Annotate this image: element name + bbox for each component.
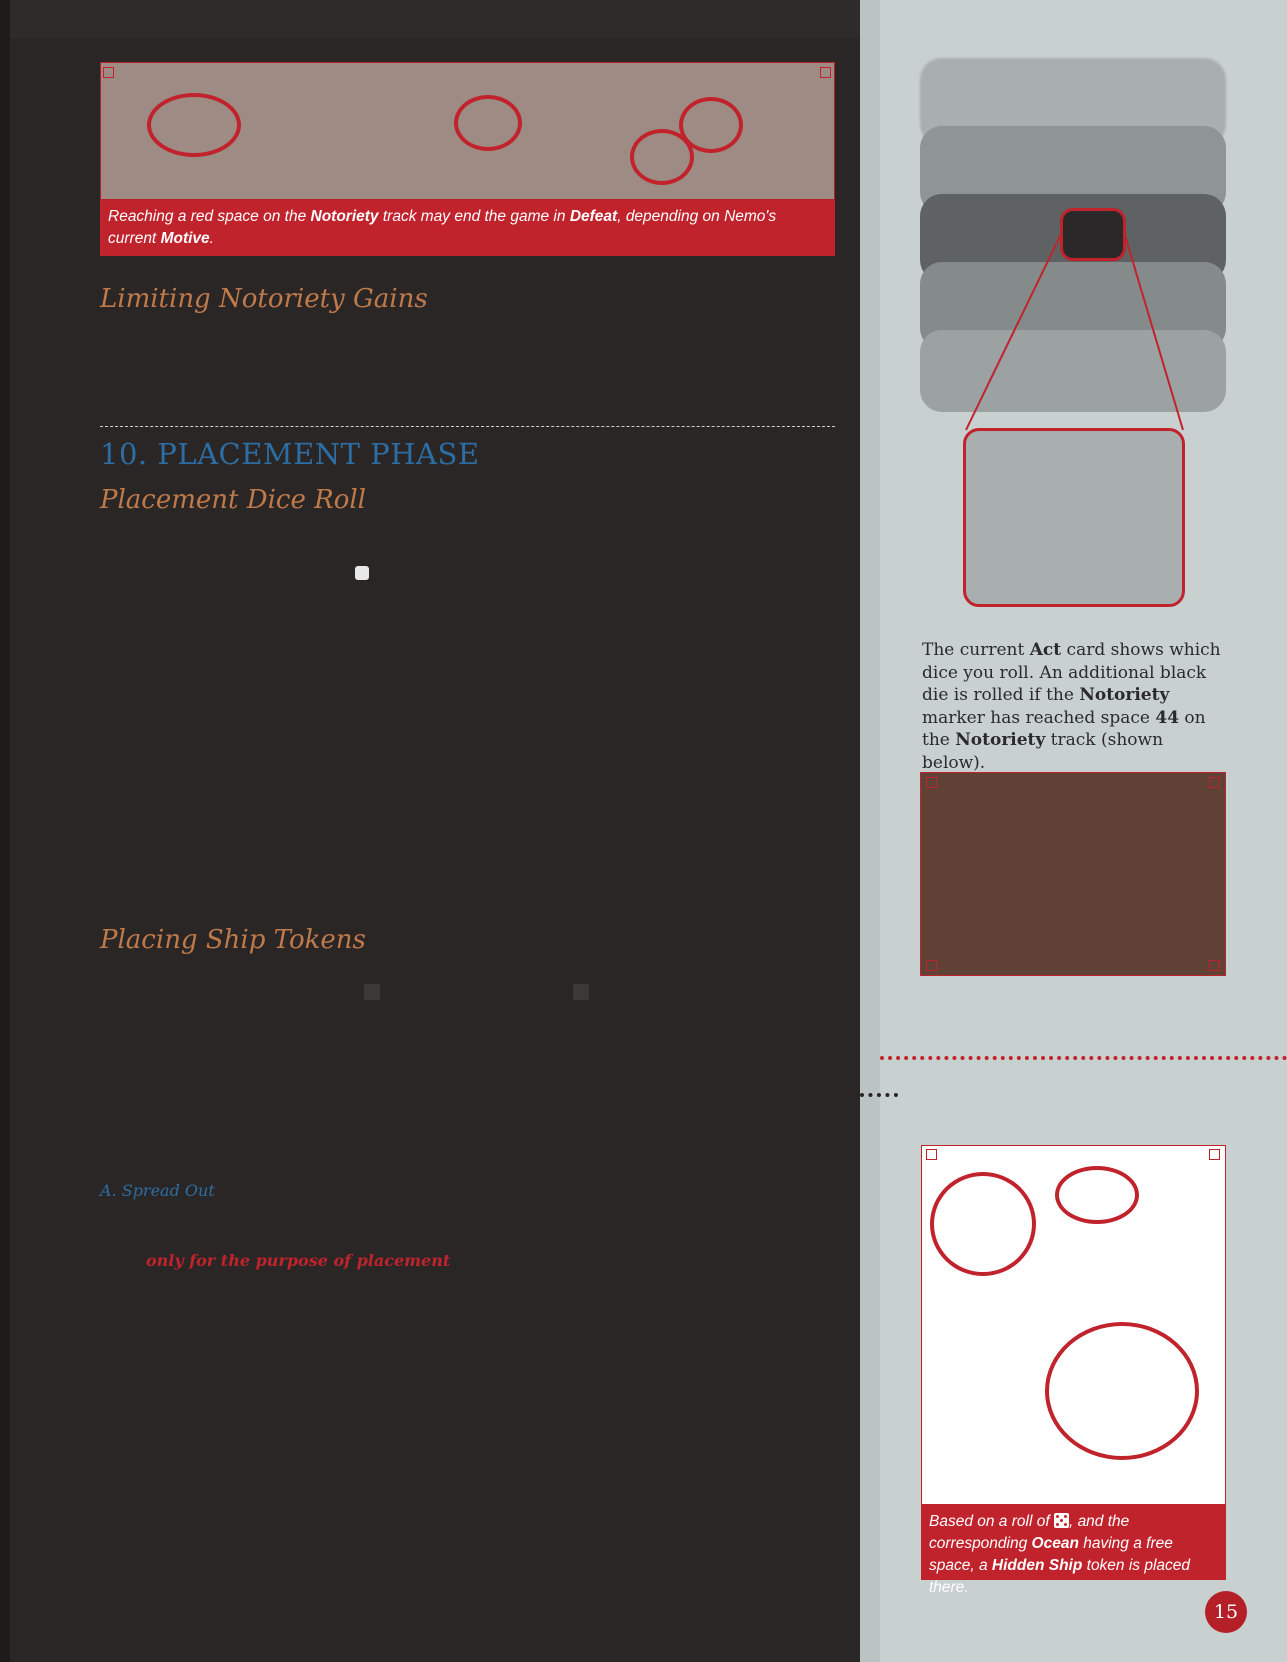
spread-out-subheading: A. Spread Out bbox=[100, 1181, 215, 1200]
placement-phase-heading: 10. PLACEMENT PHASE bbox=[100, 437, 480, 471]
placement-dice-roll-heading: Placement Dice Roll bbox=[100, 485, 366, 515]
frame-corner bbox=[1209, 1149, 1220, 1160]
highlight-circle bbox=[930, 1172, 1036, 1276]
dotted-connector bbox=[843, 1093, 898, 1097]
act-card-dice-zoom bbox=[963, 428, 1185, 607]
placement-emphasis-text: only for the purpose of placement bbox=[146, 1251, 451, 1270]
highlight-circle bbox=[1055, 1166, 1139, 1224]
highlight-circle bbox=[1045, 1322, 1199, 1460]
dotted-connector bbox=[880, 1056, 1287, 1060]
frame-corner bbox=[1209, 777, 1220, 788]
limiting-notoriety-heading: Limiting Notoriety Gains bbox=[100, 284, 428, 314]
frame-corner bbox=[926, 960, 937, 971]
frame-corner bbox=[1209, 960, 1220, 971]
frame-corner bbox=[926, 1149, 937, 1160]
placing-ship-tokens-heading: Placing Ship Tokens bbox=[100, 925, 366, 955]
notoriety-caption: Reaching a red space on the Notoriety track may end the game in Defeat, depending on Nemo's current Motive. bbox=[100, 200, 835, 256]
ocean-map-card bbox=[921, 1145, 1226, 1505]
frame-corner bbox=[926, 777, 937, 788]
page-number: 15 bbox=[1205, 1591, 1247, 1633]
hidden-ship-caption: Based on a roll of , and the corresponding Ocean having a free space, a Hidden Ship token is placed there. bbox=[921, 1505, 1226, 1580]
act-card-description: The current Act card shows which dice you roll. An additional black die is rolled if the Notoriety marker has reached space 44 on the Notoriety track (shown below). bbox=[922, 640, 1221, 773]
die-five-icon bbox=[1054, 1513, 1069, 1528]
act-card-dice-highlight bbox=[1060, 208, 1126, 261]
notoriety-track-card bbox=[920, 772, 1226, 976]
